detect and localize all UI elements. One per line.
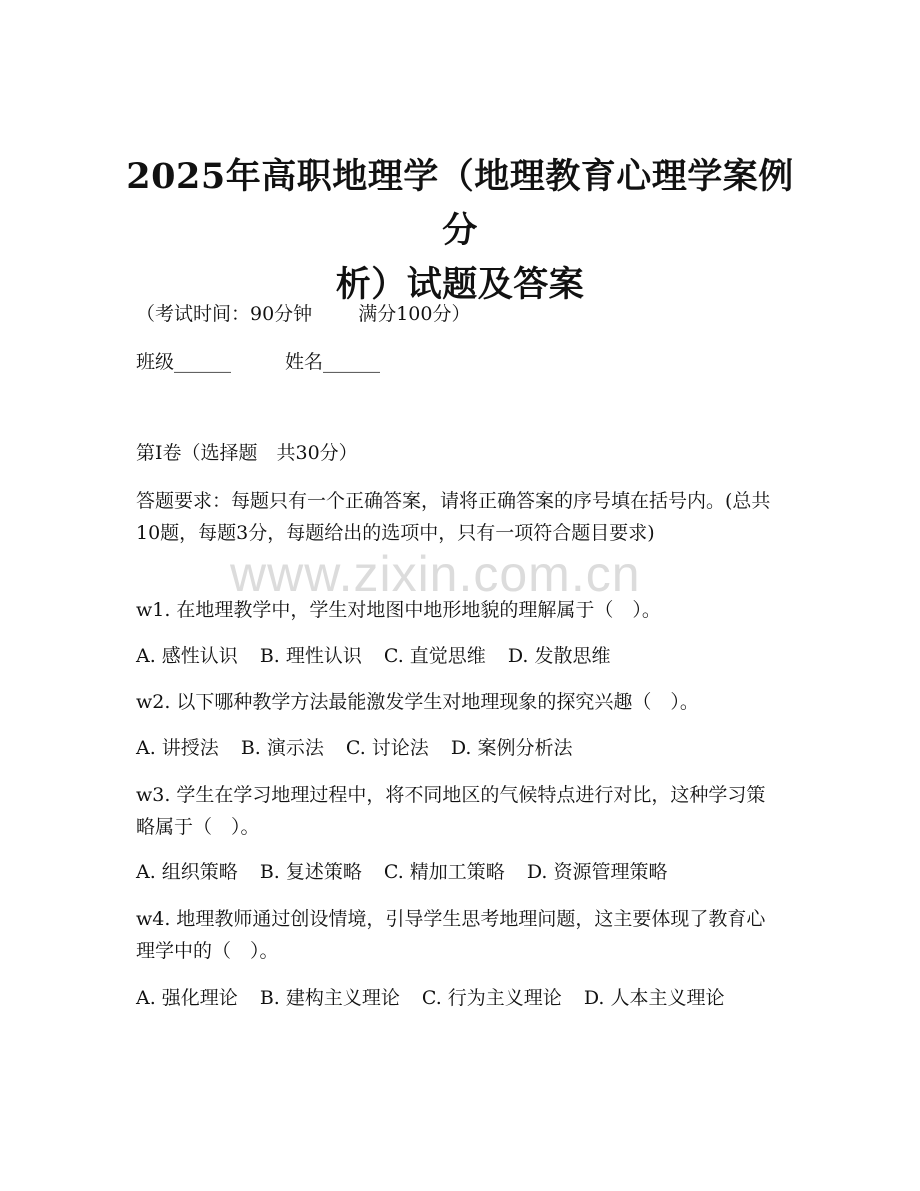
question-1-option-a: A. 感性认识: [136, 645, 238, 667]
document-title: [120, 150, 800, 312]
exam-score: 满分100分）: [358, 303, 471, 325]
question-3-option-a: A. 组织策略: [136, 861, 238, 883]
watermark: www.zixin.com.cn: [230, 546, 641, 602]
question-1-option-b: B. 理性认识: [259, 645, 362, 667]
question-4-option-d: D. 人本主义理论: [583, 987, 725, 1009]
exam-info: [136, 298, 470, 330]
question-2-option-c: C. 讨论法: [345, 737, 429, 759]
question-4-option-c: C. 行为主义理论: [421, 987, 562, 1009]
question-2-option-b: B. 演示法: [240, 737, 324, 759]
question-1-stem: w1. 在地理教学中，学生对地图中地形地貌的理解属于（ ）。: [136, 599, 661, 621]
question-4-option-b: B. 建构主义理论: [259, 987, 400, 1009]
exam-time: （考试时间：90分钟: [136, 303, 313, 325]
instructions: 答题要求：每题只有一个正确答案，请将正确答案的序号填在括号内。(总共10题，每题3分，每题给出的选项中，只有一项符合题目要求): [136, 490, 771, 544]
title-line-1: 2025年高职地理学（地理教育心理学案例分: [126, 156, 794, 251]
question-3-stem: w3. 学生在学习地理过程中，将不同地区的气候特点进行对比，这种学习策略属于（ ）。: [136, 784, 766, 838]
question-1-option-c: C. 直觉思维: [383, 645, 486, 667]
question-4-options: [136, 982, 776, 1014]
question-2-options: [136, 732, 594, 764]
question-4-stem: w4. 地理教师通过创设情境，引导学生思考地理问题，这主要体现了教育心理学中的（ ）。: [136, 908, 766, 962]
question-3-option-d: D. 资源管理策略: [526, 861, 668, 883]
question-3-options: [136, 856, 689, 888]
title-line-2: 析）试题及答案: [335, 264, 585, 305]
question-2-option-d: D. 案例分析法: [450, 737, 573, 759]
question-4-option-a: A. 强化理论: [136, 987, 238, 1009]
class-field: 班级______: [136, 351, 232, 373]
question-1-option-d: D. 发散思维: [507, 645, 611, 667]
question-3-option-b: B. 复述策略: [259, 861, 362, 883]
question-2-option-a: A. 讲授法: [136, 737, 219, 759]
question-1-options: [136, 640, 632, 672]
question-3-option-c: C. 精加工策略: [383, 861, 505, 883]
section-title: 第Ⅰ卷（选择题 共30分）: [136, 442, 358, 464]
question-2-stem: w2. 以下哪种教学方法最能激发学生对地理现象的探究兴趣（ ）。: [136, 691, 699, 713]
name-field: 姓名______: [285, 351, 381, 373]
student-info: [136, 346, 380, 378]
